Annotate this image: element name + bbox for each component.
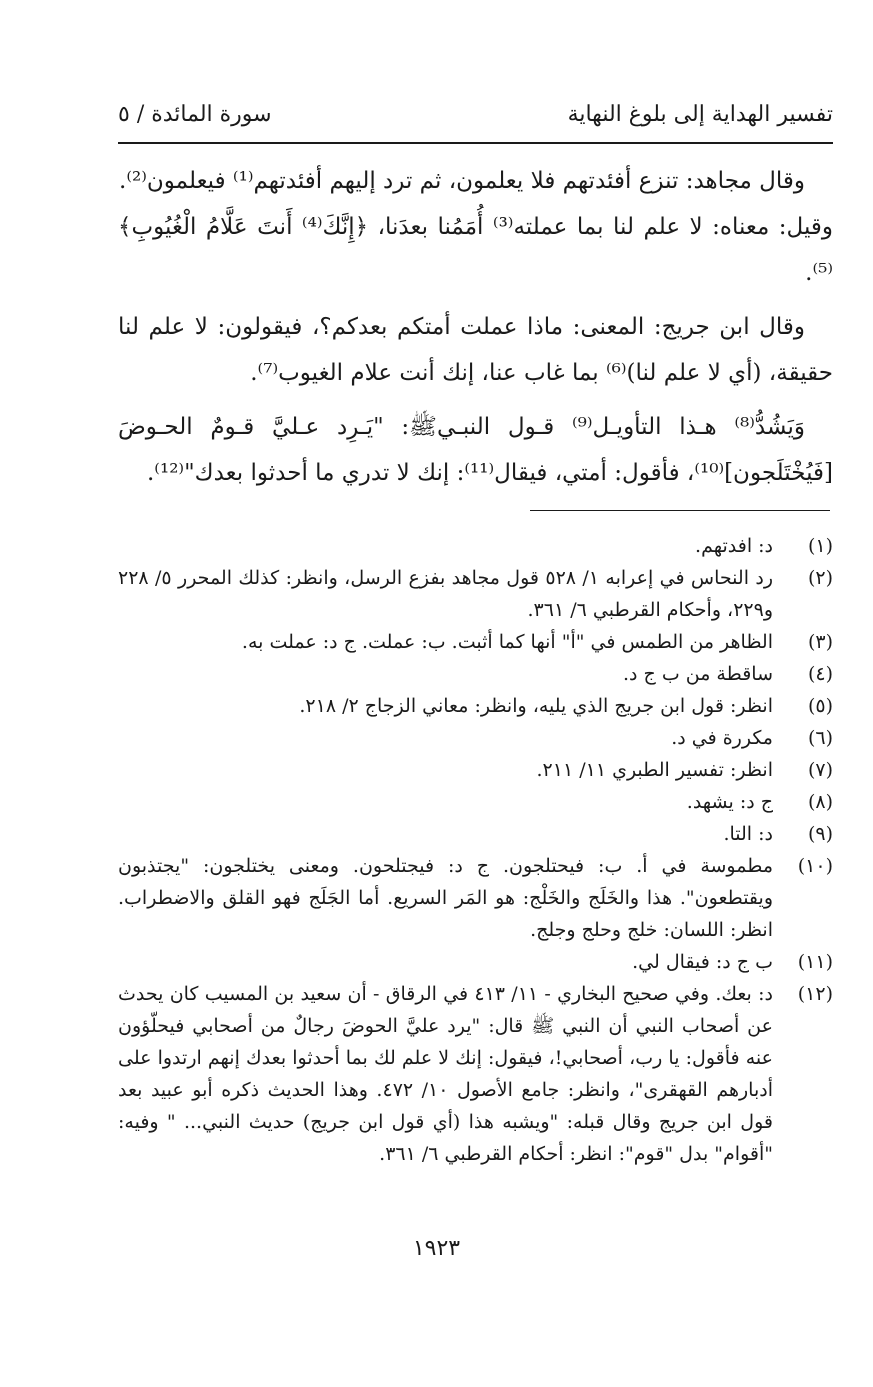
footnote-text: ج د: يشهد.	[686, 791, 773, 813]
main-text	[118, 158, 833, 496]
paragraph-mujahid: وقال مجاهد: تنزع أفئدتهم فلا يعلمون، ثم ترد إليهم أفئدتهم⁽¹⁾ فيعلمون⁽²⁾.	[119, 168, 805, 194]
footnote-text: انظر: تفسير الطبري ١١/ ٢١١.	[536, 759, 773, 781]
footnote-number: (٤)	[807, 663, 833, 685]
footnote-text: د: افدتهم.	[695, 535, 773, 557]
footnote-number: (٥)	[807, 695, 833, 717]
footnote-number: (٧)	[807, 759, 833, 781]
footnote-item	[118, 626, 833, 658]
footnote-item	[118, 850, 833, 946]
paragraph-hadith: وَيَشُدُّ⁽⁸⁾ هـذا التأويـل⁽⁹⁾ قـول النبـيﷺ: "يَـرِد عـليَّ قـومٌ الحـوضَ [فَيُخْتَلَجون]⁽¹⁰⁾، فأقول: أمتي، فيقال⁽¹¹⁾: إنك لا تدري ما أحدثوا بعدك"⁽¹²⁾.	[118, 414, 833, 486]
paragraph-ibn-jurayj: وقال ابن جريج: المعنى: ماذا عملت أمتكم بعدكم؟، فيقولون: لا علم لنا حقيقة، (أي لا علم لنا)⁽⁶⁾ بما غاب عنا، إنك أنت علام الغيوب⁽⁷⁾.	[118, 314, 833, 386]
footnote-item	[118, 722, 833, 754]
footnote-number: (١١)	[797, 951, 833, 973]
footnote-item	[118, 786, 833, 818]
footnote-text: ساقطة من ب ج د.	[622, 663, 773, 685]
footnote-number: (١٢)	[797, 983, 833, 1005]
footnote-text: مكررة في د.	[671, 727, 773, 749]
footnote-item	[118, 754, 833, 786]
footnotes	[118, 530, 833, 1170]
footnote-text: د: التا.	[723, 823, 773, 845]
footnote-item	[118, 530, 833, 562]
footnote-text: انظر: قول ابن جريج الذي يليه، وانظر: معاني الزجاج ٢/ ٢١٨.	[299, 695, 773, 717]
footnote-number: (٦)	[807, 727, 833, 749]
paragraph-qila: وقيل: معناه: لا علم لنا بما عملته⁽³⁾ أُمَمُنا بعدَنا، ﴿إِنَّكَ⁽⁴⁾ أَنتَ عَلَّامُ الْغُيُوبِ﴾⁽⁵⁾.	[118, 214, 833, 286]
footnote-item	[118, 658, 833, 690]
surah-label: سورة المائدة / ٥	[118, 102, 272, 127]
footnote-item	[118, 562, 833, 626]
footnote-number: (٢)	[807, 567, 833, 589]
footnote-text: ب ج د: فيقال لي.	[632, 951, 773, 973]
page-number: ١٩٢٣	[412, 1236, 461, 1261]
footnote-rule	[530, 510, 830, 511]
footnote-item	[118, 946, 833, 978]
footnote-number: (٩)	[807, 823, 833, 845]
footnote-item	[118, 978, 833, 1170]
footnote-number: (١)	[807, 535, 833, 557]
header-rule	[118, 142, 833, 144]
footnote-number: (٣)	[807, 631, 833, 653]
footnote-text: الظاهر من الطمس في "أ" أنها كما أثبت. ب: عملت. ج د: عملت به.	[241, 631, 773, 653]
footnote-text: رد النحاس في إعرابه ١/ ٥٢٨ قول مجاهد بفزع الرسل، وانظر: كذلك المحرر ٥/ ٢٢٨ و٢٢٩، وأحكام القرطبي ٦/ ٣٦١.	[118, 567, 773, 621]
running-header	[118, 102, 833, 138]
footnote-item	[118, 690, 833, 722]
footnote-number: (١٠)	[797, 855, 833, 877]
footnote-number: (٨)	[807, 791, 833, 813]
footnote-item	[118, 818, 833, 850]
book-title: تفسير الهداية إلى بلوغ النهاية	[567, 102, 833, 127]
footnote-text: مطموسة في أ. ب: فيحتلجون. ج د: فيجتلحون. ومعنى يختلجون: "يجتذبون ويقتطعون". هذا والخَلَج والخَلْج: هو المَر السريع. أما الجَلَج فهو القلق والاضطراب. انظر: اللسان: خلج وحلج وجلج.	[118, 855, 773, 941]
footnote-text: د: بعك. وفي صحيح البخاري - ١١/ ٤١٣ في الرقاق - أن سعيد بن المسيب كان يحدث عن أصحاب النبي أن النبي ﷺ قال: "يرد عليَّ الحوضَ رجالٌ من أصحابي فيحلّؤون عنه فأقول: يا رب، أصحابي!، فيقول: إنك لا علم لك بما أحدثوا بعدك إنهم ارتدوا على أدبارهم القهقرى"، وانظر: جامع الأصول ١٠/ ٤٧٢. وهذا الحديث ذكره أبو عبيد بعد قول ابن جريج وقال قبله: "ويشبه هذا (أي قول ابن جريج) حديث النبي... " وفيه: "أقوام" بدل "قوم": انظر: أحكام القرطبي ٦/ ٣٦١.	[118, 983, 773, 1165]
